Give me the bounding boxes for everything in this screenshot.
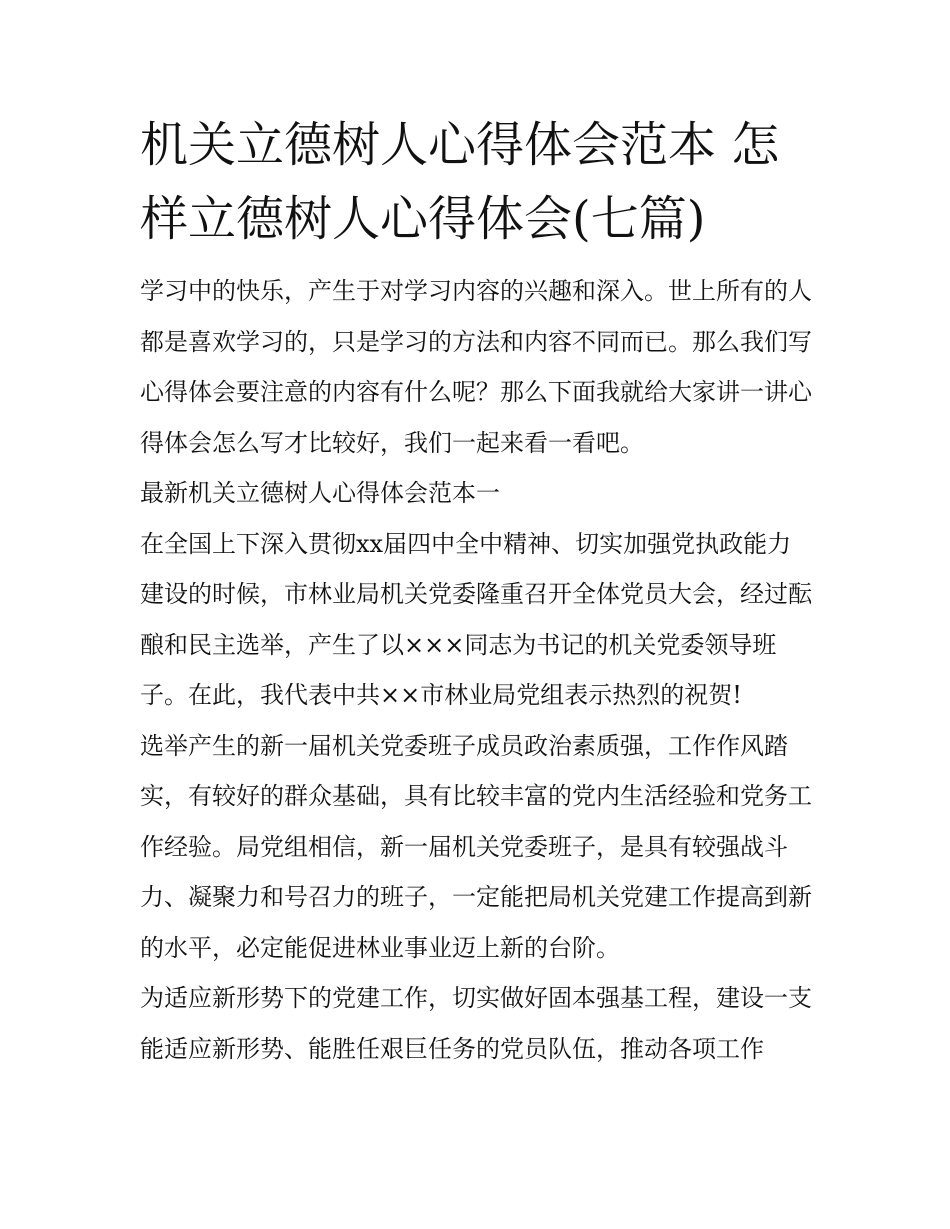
- document-page: [140, 108, 812, 1074]
- paragraph-intro: 学习中的快乐，产生于对学习内容的兴趣和深入。世上所有的人都是喜欢学习的，只是学习的方法和内容不同而已。那么我们写心得体会要注意的内容有什么呢？那么下面我就给大家讲一讲心得体会怎么写才比较好，我们一起来看一看吧。: [140, 277, 812, 457]
- section-heading: 最新机关立德树人心得体会范本一: [140, 479, 500, 507]
- paragraph-1: 在全国上下深入贯彻xx届四中全中精神、切实加强党执政能力建设的时候，市林业局机关党委隆重召开全体党员大会，经过酝酿和民主选举，产生了以×××同志为书记的机关党委领导班子。在此，我代表中共××市林业局党组表示热烈的祝贺!: [140, 529, 812, 709]
- document-title: 机关立德树人心得体会范本 怎样立德树人心得体会(七篇): [140, 117, 780, 247]
- document-body: [140, 266, 812, 1074]
- paragraph-3: 为适应新形势下的党建工作，切实做好固本强基工程，建设一支能适应新形势、能胜任艰巨任务的党员队伍，推动各项工作: [140, 984, 812, 1063]
- paragraph-2: 选举产生的新一届机关党委班子成员政治素质强，工作作风踏实，有较好的群众基础，具有比较丰富的党内生活经验和党务工作经验。局党组相信，新一届机关党委班子，是具有较强战斗力、凝聚力和号召力的班子，一定能把局机关党建工作提高到新的水平，必定能促进林业事业迈上新的台阶。: [140, 731, 812, 962]
